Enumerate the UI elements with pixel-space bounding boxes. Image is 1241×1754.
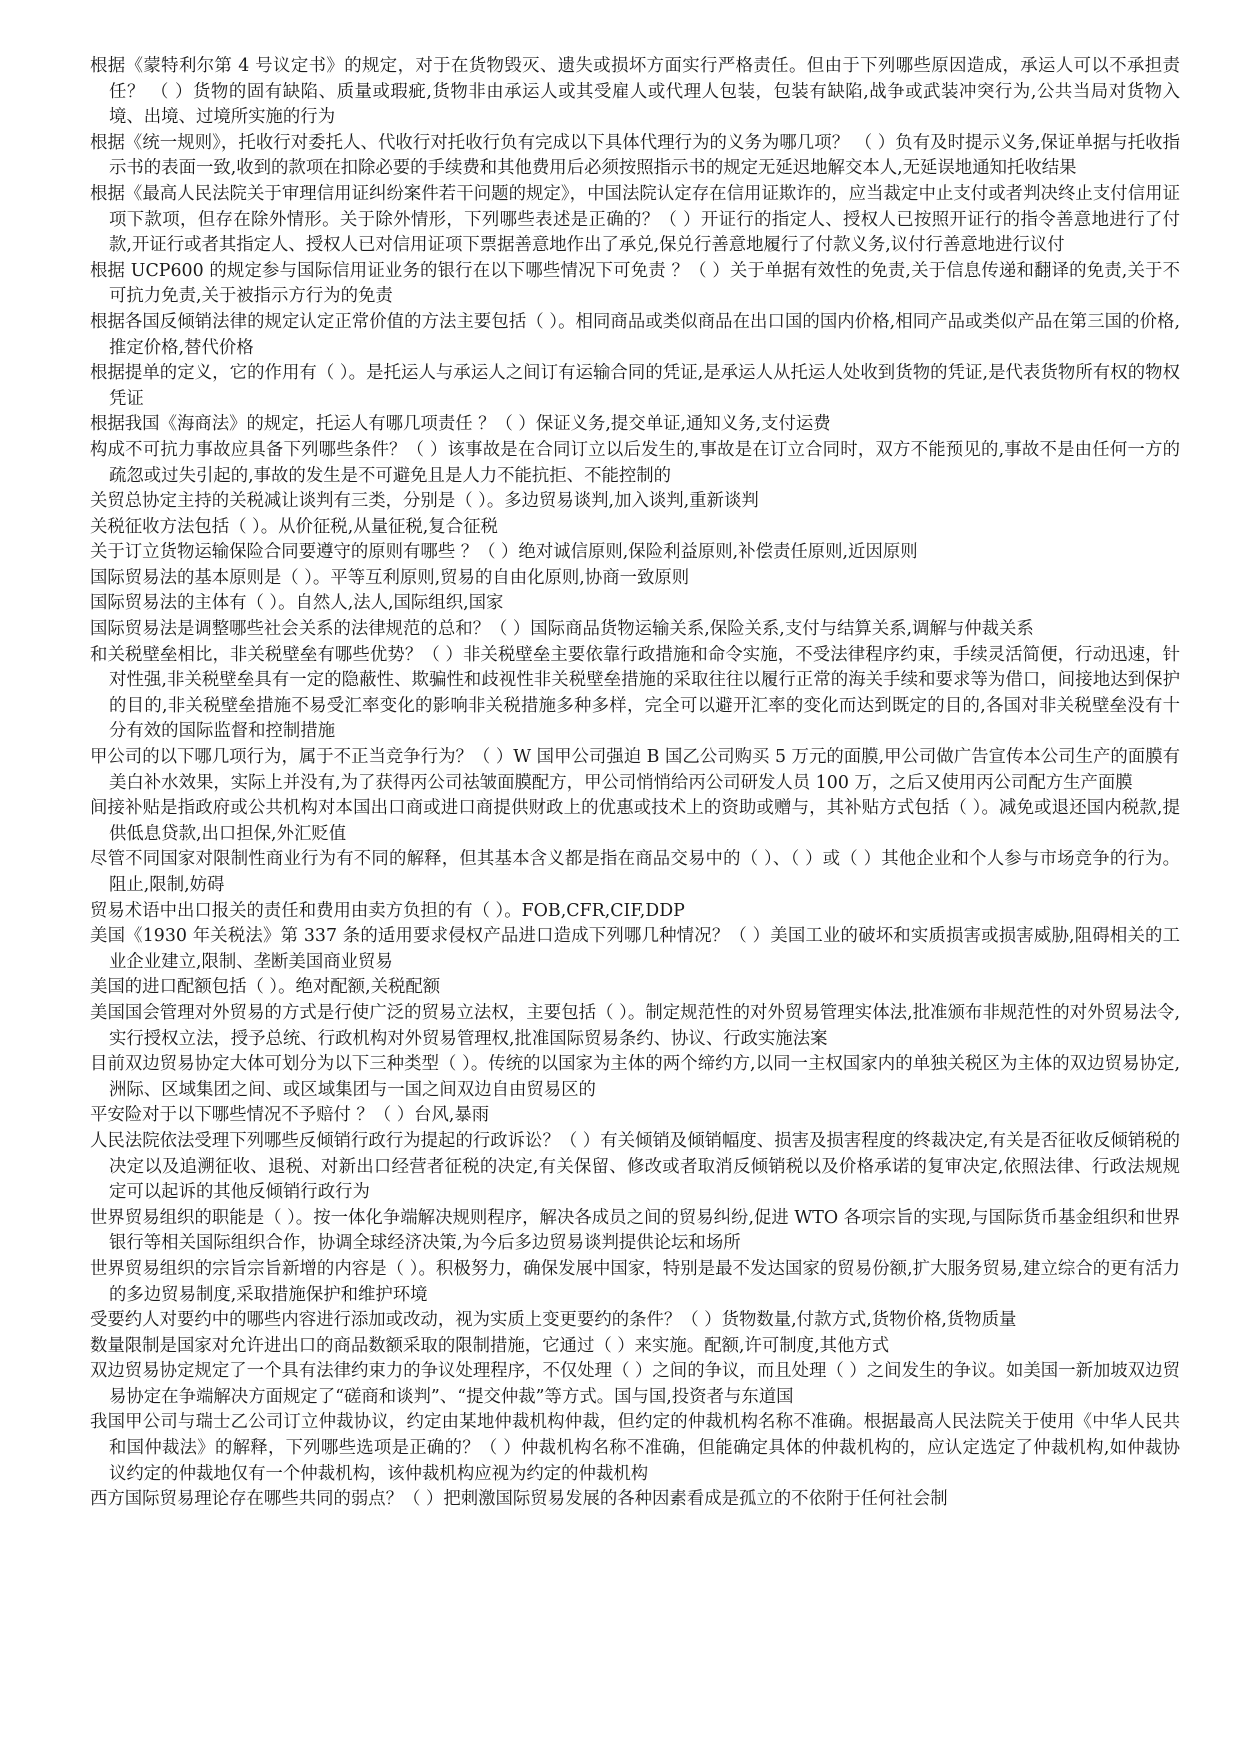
question-entry: 美国《1930 年关税法》第 337 条的适用要求侵权产品进口造成下列哪几种情况？（ ）美国工业的破坏和实质损害或损害威胁,阻碍相关的工业企业建立,限制、垄断美国商业贸易 — [90, 926, 1180, 972]
question-entry: 根据《蒙特利尔第 4 号议定书》的规定，对于在货物毁灭、遗失或损坏方面实行严格责任。但由于下列哪些原因造成，承运人可以不承担责任？ （ ）货物的固有缺陷、质量或瑕疵,货物非由承运人或其受雇人或代理人包装，包装有缺陷,战争或武装冲突行为,公共当局对货物入境、出境、过境所实施的行为 — [90, 56, 1180, 128]
question-entry: 我国甲公司与瑞士乙公司订立仲裁协议，约定由某地仲裁机构仲裁，但约定的仲裁机构名称不准确。根据最高人民法院关于使用《中华人民共和国仲裁法》的解释，下列哪些选项是正确的？（ ）仲裁机构名称不准确，但能确定具体的仲裁机构的，应认定选定了仲裁机构,如仲裁协议约定的仲裁地仅有一个仲裁机构，该仲裁机构应视为约定的仲裁机构 — [90, 1412, 1180, 1484]
question-entry: 关贸总协定主持的关税减让谈判有三类，分别是（ ）。多边贸易谈判,加入谈判,重新谈判 — [90, 491, 759, 512]
question-entry: 根据各国反倾销法律的规定认定正常价值的方法主要包括（ ）。相同商品或类似商品在出口国的国内价格,相同产品或类似产品在第三国的价格,推定价格,替代价格 — [90, 311, 1180, 358]
question-list — [90, 54, 1180, 1513]
question-entry: 国际贸易法的主体有（ ）。自然人,法人,国际组织,国家 — [90, 593, 504, 614]
question-entry: 根据 UCP600 的规定参与国际信用证业务的银行在以下哪些情况下可免责 ？（ ）关于单据有效性的免责,关于信息传递和翻译的免责,关于不可抗力免责,关于被指示方行为的免责 — [90, 260, 1180, 307]
question-entry: 人民法院依法受理下列哪些反倾销行政行为提起的行政诉讼？（ ）有关倾销及倾销幅度、损害及损害程度的终裁决定,有关是否征收反倾销税的决定以及追溯征收、退税、对新出口经营者征税的决定,有关保留、修改或者取消反倾销税以及价格承诺的复审决定,依照法律、行政法规规定可以起诉的其他反倾销行政行为 — [90, 1130, 1180, 1203]
question-entry: 和关税壁垒相比，非关税壁垒有哪些优势？（ ）非关税壁垒主要依靠行政措施和命令实施，不受法律程序约束，手续灵活简便，行动迅速，针对性强,非关税壁垒具有一定的隐蔽性、欺骗性和歧视性非关税壁垒措施的采取往往以履行正常的海关手续和要求等为借口，间接地达到保护的目的,非关税壁垒措施不易受汇率变化的影响非关税措施多种多样，完全可以避开汇率的变化而达到既定的目的,各国对非关税壁垒没有十分有效的国际监督和控制措施 — [90, 644, 1180, 742]
question-entry: 贸易术语中出口报关的责任和费用由卖方负担的有（ ）。FOB,CFR,CIF,DDP — [90, 900, 685, 921]
question-entry: 国际贸易法的基本原则是（ ）。平等互利原则,贸易的自由化原则,协商一致原则 — [90, 567, 690, 588]
question-entry: 根据《最高人民法院关于审理信用证纠纷案件若干问题的规定》，中国法院认定存在信用证欺诈的，应当裁定中止支付或者判决终止支付信用证项下款项，但存在除外情形。关于除外情形，下列哪些表述是正确的？（ ）开证行的指定人、授权人已按照开证行的指令善意地进行了付款,开证行或者其指定人、授权人已对信用证项下票据善意地作出了承兑,保兑行善意地履行了付款义务,议付行善意地进行议付 — [90, 183, 1180, 256]
question-entry: 平安险对于以下哪些情况不予赔付 ？（ ）台风,暴雨 — [90, 1105, 490, 1126]
question-entry: 根据《统一规则》，托收行对委托人、代收行对托收行负有完成以下具体代理行为的义务为哪几项？ （ ）负有及时提示义务,保证单据与托收指示书的表面一致,收到的款项在扣除必要的手续费和其他费用后必须按照指示书的规定无延迟地解交本人,无延误地通知托收结果 — [90, 132, 1180, 179]
question-entry: 数量限制是国家对允许进出口的商品数额采取的限制措施，它通过（ ）来实施。配额,许可制度,其他方式 — [90, 1335, 890, 1356]
question-entry: 根据提单的定义，它的作用有（ ）。是托运人与承运人之间订有运输合同的凭证,是承运人从托运人处收到货物的凭证,是代表货物所有权的物权凭证 — [90, 363, 1180, 409]
question-entry: 关税征收方法包括（ ）。从价征税,从量征税,复合征税 — [90, 516, 498, 537]
question-entry: 构成不可抗力事故应具备下列哪些条件？（ ）该事故是在合同订立以后发生的,事故是在订立合同时，双方不能预见的,事故不是由任何一方的疏忽或过失引起的,事故的发生是不可避免且是人力不能抗拒、不能控制的 — [90, 439, 1180, 486]
question-entry: 关于订立货物运输保险合同要遵守的原则有哪些 ？（ ）绝对诚信原则,保险利益原则,补偿责任原则,近因原则 — [90, 542, 918, 563]
question-entry: 国际贸易法是调整哪些社会关系的法律规范的总和？（ ）国际商品货物运输关系,保险关系,支付与结算关系,调解与仲裁关系 — [90, 619, 1034, 640]
question-entry: 西方国际贸易理论存在哪些共同的弱点？（ ）把刺激国际贸易发展的各种因素看成是孤立的不依附于任何社会制 — [90, 1489, 948, 1510]
question-entry: 根据我国《海商法》的规定，托运人有哪几项责任 ？（ ）保证义务,提交单证,通知义务,支付运费 — [90, 414, 831, 435]
question-entry: 间接补贴是指政府或公共机构对本国出口商或进口商提供财政上的优惠或技术上的资助或赠与，其补贴方式包括（ ）。减免或退还国内税款,提供低息贷款,出口担保,外汇贬值 — [90, 798, 1180, 844]
question-entry: 美国的进口配额包括（ ）。绝对配额,关税配额 — [90, 977, 441, 998]
question-entry: 双边贸易协定规定了一个具有法律约束力的争议处理程序，不仅处理（ ）之间的争议，而且处理（ ）之间发生的争议。如美国一新加坡双边贸易协定在争端解决方面规定了“磋商和谈判”、“提交仲裁”等方式。国与国,投资者与东道国 — [90, 1361, 1181, 1407]
question-entry: 世界贸易组织的职能是（ ）。按一体化争端解决规则程序，解决各成员之间的贸易纠纷,促进 WTO 各项宗旨的实现,与国际货币基金组织和世界银行等相关国际组织合作，协调全球经济决策,为今后多边贸易谈判提供论坛和场所 — [90, 1207, 1180, 1254]
question-entry: 甲公司的以下哪几项行为，属于不正当竞争行为？（ ）W 国甲公司强迫 B 国乙公司购买 5 万元的面膜,甲公司做广告宣传本公司生产的面膜有美白补水效果，实际上并没有,为了获得丙公司祛皱面膜配方，甲公司悄悄给丙公司研发人员 100 万，之后又使用丙公司配方生产面膜 — [90, 747, 1180, 793]
question-entry: 目前双边贸易协定大体可划分为以下三种类型（ ）。传统的以国家为主体的两个缔约方,以同一主权国家内的单独关税区为主体的双边贸易协定,洲际、区域集团之间、或区域集团与一国之间双边自由贸易区的 — [90, 1054, 1180, 1100]
question-entry: 受要约人对要约中的哪些内容进行添加或改动，视为实质上变更要约的条件？（ ）货物数量,付款方式,货物价格,货物质量 — [90, 1310, 1017, 1331]
question-entry: 美国国会管理对外贸易的方式是行使广泛的贸易立法权，主要包括（ ）。制定规范性的对外贸易管理实体法,批准颁布非规范性的对外贸易法令,实行授权立法，授予总统、行政机构对外贸易管理权,批准国际贸易条约、协议、行政实施法案 — [90, 1002, 1180, 1049]
question-entry: 世界贸易组织的宗旨宗旨新增的内容是（ ）。积极努力，确保发展中国家，特别是最不发达国家的贸易份额,扩大服务贸易,建立综合的更有活力的多边贸易制度,采取措施保护和维护环境 — [90, 1258, 1180, 1305]
question-entry: 尽管不同国家对限制性商业行为有不同的解释，但其基本含义都是指在商品交易中的（ ）、（ ）或（ ）其他企业和个人参与市场竞争的行为。阻止,限制,妨碍 — [90, 849, 1180, 895]
